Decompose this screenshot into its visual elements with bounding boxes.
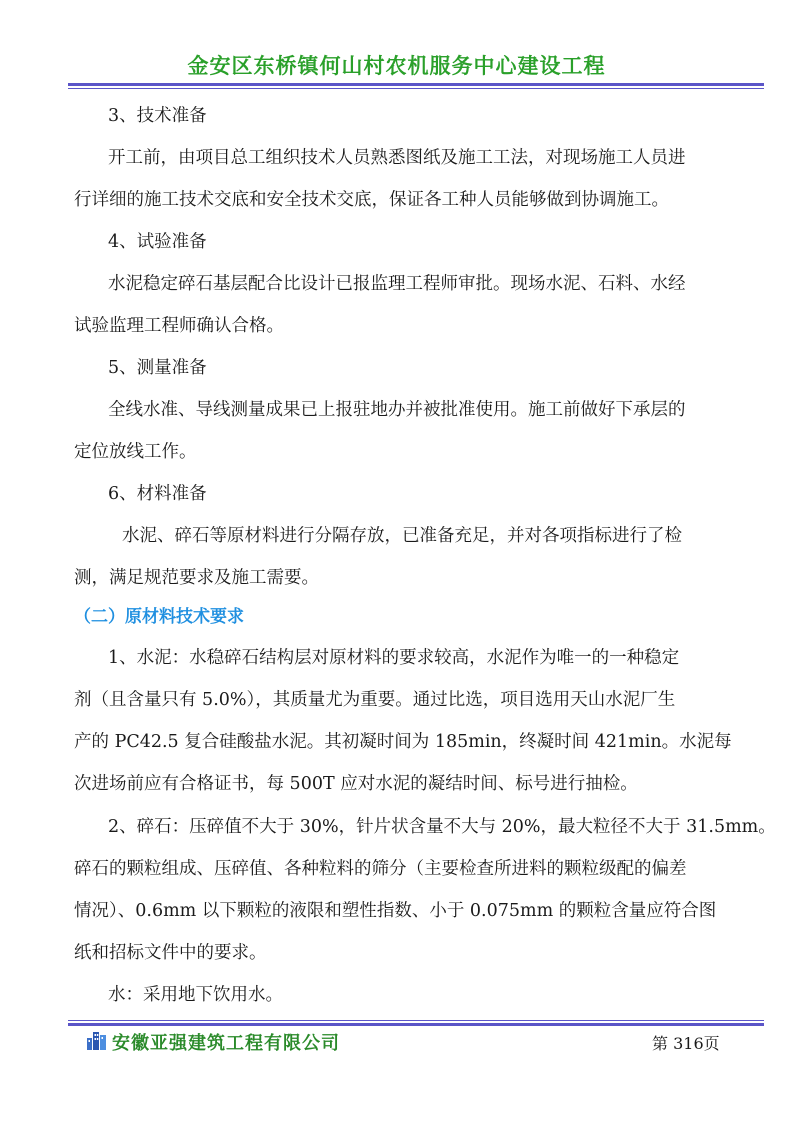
paragraph-line: 次进场前应有合格证书，每 500T 应对水泥的凝结时间、标号进行抽检。 <box>74 774 638 794</box>
paragraph-line: 2、碎石：压碎值不大于 30%，针片状含量不大与 20%，最大粒径不大于 31.5mm。 <box>108 817 776 837</box>
paragraph-line: 水：采用地下饮用水。 <box>108 985 283 1005</box>
paragraph-line: 水泥稳定碎石基层配合比设计已报监理工程师审批。现场水泥、石料、水经 <box>108 274 686 294</box>
paragraph-line: 剂（且含量只有 5.0%），其质量尤为重要。通过比选，项目选用天山水泥厂生 <box>74 690 676 710</box>
company-name: 安徽亚强建筑工程有限公司 <box>112 1033 340 1054</box>
footer-company <box>86 1029 340 1055</box>
paragraph-line: 全线水准、导线测量成果已上报驻地办并被批准使用。施工前做好下承层的 <box>108 400 686 420</box>
subheading-test-prep: 4、试验准备 <box>108 232 207 252</box>
paragraph-line: 水泥、碎石等原材料进行分隔存放，已准备充足，并对各项指标进行了检 <box>122 526 682 546</box>
header-rule <box>68 83 764 89</box>
section-heading-raw-materials: （二）原材料技术要求 <box>74 607 244 627</box>
building-logo-icon <box>86 1030 108 1054</box>
subheading-material-prep: 6、材料准备 <box>108 484 207 504</box>
subheading-tech-prep: 3、技术准备 <box>108 106 207 126</box>
subheading-survey-prep: 5、测量准备 <box>108 358 207 378</box>
document-title: 金安区东桥镇何山村农机服务中心建设工程 <box>187 54 606 78</box>
paragraph-line: 纸和招标文件中的要求。 <box>74 943 267 963</box>
paragraph-line: 产的 PC42.5 复合硅酸盐水泥。其初凝时间为 185min，终凝时间 421min。水泥每 <box>74 732 732 752</box>
footer-rule <box>68 1020 764 1026</box>
paragraph-line: 行详细的施工技术交底和安全技术交底，保证各工种人员能够做到协调施工。 <box>74 190 669 210</box>
paragraph-line: 测，满足规范要求及施工需要。 <box>74 568 319 588</box>
paragraph-line: 开工前，由项目总工组织技术人员熟悉图纸及施工工法，对现场施工人员进 <box>108 148 686 168</box>
page-number: 第 316页 <box>652 1034 720 1053</box>
paragraph-line: 定位放线工作。 <box>74 442 197 462</box>
paragraph-line: 试验监理工程师确认合格。 <box>74 316 284 336</box>
paragraph-line: 碎石的颗粒组成、压碎值、各种粒料的筛分（主要检查所进料的颗粒级配的偏差 <box>74 859 687 879</box>
paragraph-line: 1、水泥：水稳碎石结构层对原材料的要求较高，水泥作为唯一的一种稳定 <box>108 648 680 668</box>
paragraph-line: 情况）、0.6mm 以下颗粒的液限和塑性指数、小于 0.075mm 的颗粒含量应符合图 <box>74 901 717 921</box>
